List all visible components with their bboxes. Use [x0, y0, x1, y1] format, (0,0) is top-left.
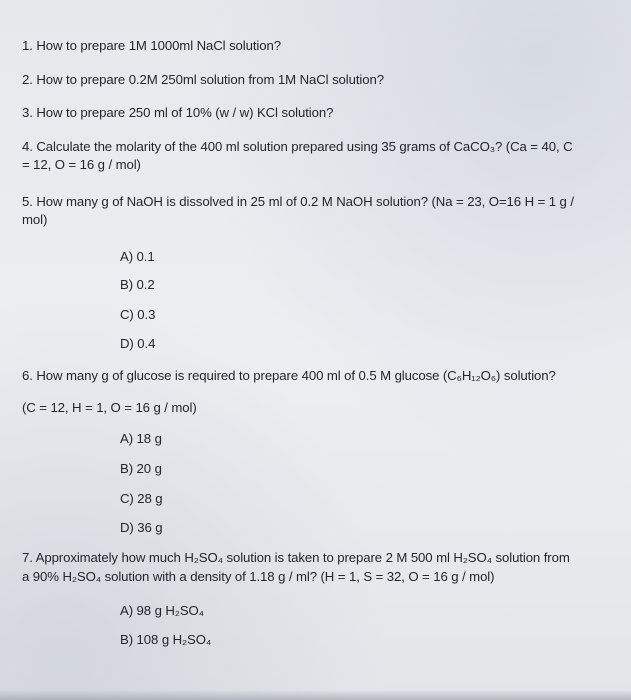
- question-1: 1. How to prepare 1M 1000ml NaCl solution?: [22, 38, 281, 53]
- question-6-option-b: B) 20 g: [120, 461, 162, 476]
- question-6-option-d: D) 36 g: [120, 520, 163, 535]
- question-7-option-b: B) 108 g H₂SO₄: [120, 632, 212, 647]
- question-6-option-a: A) 18 g: [120, 431, 162, 446]
- question-2: 2. How to prepare 0.2M 250ml solution from 1M NaCl solution?: [22, 72, 384, 87]
- photo-edge-shadow: [0, 690, 631, 700]
- question-5-option-b: B) 0.2: [120, 277, 155, 292]
- question-6-option-c: C) 28 g: [120, 491, 163, 506]
- question-6-line-1: 6. How many g of glucose is required to prepare 400 ml of 0.5 M glucose (C₆H₁₂O₆) solution?: [22, 368, 556, 383]
- question-7-line-2: a 90% H₂SO₄ solution with a density of 1.18 g / ml? (H = 1, S = 32, O = 16 g / mol): [22, 569, 495, 584]
- question-5-line-2: mol): [22, 212, 48, 227]
- question-5-option-a: A) 0.1: [120, 249, 155, 264]
- question-4-line-2: = 12, O = 16 g / mol): [22, 157, 141, 172]
- question-5-line-1: 5. How many g of NaOH is dissolved in 25 ml of 0.2 M NaOH solution? (Na = 23, O=16 H = 1 g /: [22, 194, 574, 209]
- question-6-line-2: (C = 12, H = 1, O = 16 g / mol): [22, 400, 197, 415]
- question-4-line-1: 4. Calculate the molarity of the 400 ml solution prepared using 35 grams of CaCO₃? (Ca = 40, C: [22, 139, 573, 154]
- question-5-option-d: D) 0.4: [120, 336, 156, 351]
- question-5-option-c: C) 0.3: [120, 307, 156, 322]
- question-7-line-1: 7. Approximately how much H₂SO₄ solution is taken to prepare 2 M 500 ml H₂SO₄ solution from: [22, 550, 570, 565]
- question-3: 3. How to prepare 250 ml of 10% (w / w) KCl solution?: [22, 105, 334, 120]
- question-7-option-a: A) 98 g H₂SO₄: [120, 603, 204, 618]
